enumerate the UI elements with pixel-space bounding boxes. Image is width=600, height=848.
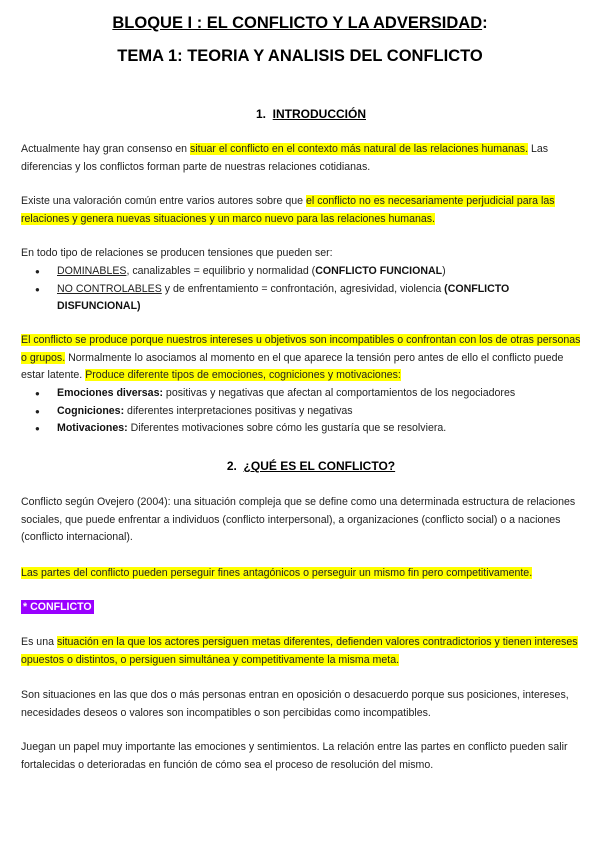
list-term: DOMINABLES bbox=[57, 265, 127, 277]
section-number: 1. bbox=[255, 107, 266, 121]
paragraph-tensiones-intro: En todo tipo de relaciones se producen tensiones que pueden ser: bbox=[21, 247, 333, 259]
highlighted-text: situación en la que los actores persiguen metas diferentes, defienden valores contradictorios y tienen intereses opuestos o distintos, o persiguen simultánea y competitivamente la misma meta. bbox=[21, 636, 578, 666]
conflicto-tag: * CONFLICTO bbox=[23, 601, 92, 613]
paragraph-valoracion bbox=[21, 193, 583, 228]
section-title: INTRODUCCIÓN bbox=[272, 107, 366, 121]
section-heading-introduccion bbox=[0, 107, 600, 121]
section-title: ¿QUÉ ES EL CONFLICTO? bbox=[243, 459, 396, 473]
document-subtitle: TEMA 1: TEORIA Y ANALISIS DEL CONFLICTO bbox=[117, 47, 483, 65]
effects-list bbox=[21, 385, 581, 438]
text-run: Existe una valoración común entre varios autores sobre que bbox=[21, 195, 307, 207]
text-run: Las diferencias y los conflictos forman parte de nuestras relaciones cotidianas. bbox=[21, 143, 549, 173]
conflicto-tag-line bbox=[21, 599, 583, 617]
list-desc: positivas y negativas que afectan al comportamientos de los negociadores bbox=[162, 387, 516, 399]
list-desc: Diferentes motivaciones sobre cómo les gustaría que se resolviera. bbox=[127, 422, 447, 434]
title-underlined: BLOQUE I : EL CONFLICTO Y LA ADVERSIDAD bbox=[112, 14, 483, 32]
list-item bbox=[21, 281, 581, 316]
highlighted-text: Produce diferente tipos de emociones, cogniciones y motivaciones: bbox=[85, 369, 401, 381]
list-term: Emociones diversas: bbox=[57, 387, 163, 399]
paragraph-consenso bbox=[21, 141, 583, 176]
paragraph-partes bbox=[21, 565, 583, 583]
section-number: 2. bbox=[226, 459, 237, 473]
list-end: ) bbox=[442, 265, 446, 277]
highlighted-text: situar el conflicto en el contexto más natural de las relaciones humanas. bbox=[190, 143, 529, 155]
list-bold: (CONFLICTO DISFUNCIONAL) bbox=[57, 282, 510, 312]
list-term: Motivaciones: bbox=[57, 422, 128, 434]
section-heading-que-es bbox=[0, 459, 600, 473]
list-desc: , canalizables = equilibrio y normalidad ( bbox=[126, 265, 316, 277]
list-term: Cogniciones: bbox=[57, 404, 125, 417]
highlighted-text: Las partes del conflicto pueden perseguir fines antagónicos o perseguir un mismo fin pero competitivamente. bbox=[21, 567, 533, 579]
list-bold: CONFLICTO FUNCIONAL bbox=[315, 265, 443, 277]
list-term: NO CONTROLABLES bbox=[57, 282, 162, 295]
text-run: Normalmente lo asociamos al momento en el que aparece la tensión pero antes de ello el conflicto puede estar latente. bbox=[21, 351, 564, 381]
paragraph-emociones: Juegan un papel muy importante las emociones y sentimientos. La relación entre las partes en conflicto pueden salir fortalecidas o deterioradas en función de cómo sea el proceso de resolución del mismo. bbox=[21, 741, 568, 771]
highlighted-text: el conflicto no es necesariamente perjudicial para las relaciones y genera nuevas situaciones y un marco nuevo para las relaciones humanas. bbox=[21, 195, 555, 225]
text-run: Es una bbox=[21, 636, 57, 648]
list-desc: y de enfrentamiento = confrontación, agresividad, violencia bbox=[161, 282, 445, 295]
list-desc: diferentes interpretaciones positivas y negativas bbox=[124, 404, 353, 417]
paragraph-ovejero: Conflicto según Ovejero (2004): una situación compleja que se define como una determinada estructura de relaciones sociales, que puede enfrentar a individuos (conflicto interpersonal), a organizaciones (conflicto social) o a naciones (conflicto internacional). bbox=[21, 496, 576, 543]
list-item bbox=[21, 385, 581, 403]
paragraph-situaciones: Son situaciones en las que dos o más personas entran en oposición o desacuerdo porque sus posiciones, intereses, necesidades deseos o valores son incompatibles o son percibidas como incompatibles. bbox=[21, 689, 569, 719]
list-item bbox=[21, 420, 581, 438]
document-title bbox=[0, 14, 600, 33]
highlighted-text: El conflicto se produce porque nuestros intereses u objetivos son incompatibles o confrontan con los de otras personas o grupos. bbox=[21, 334, 581, 364]
text-run: Actualmente hay gran consenso en bbox=[21, 143, 191, 155]
paragraph-conflicto-produce bbox=[21, 332, 583, 385]
list-item bbox=[21, 263, 581, 281]
title-tail: : bbox=[482, 14, 488, 32]
tension-list bbox=[21, 263, 581, 316]
list-item bbox=[21, 403, 581, 421]
paragraph-definicion bbox=[21, 634, 583, 669]
